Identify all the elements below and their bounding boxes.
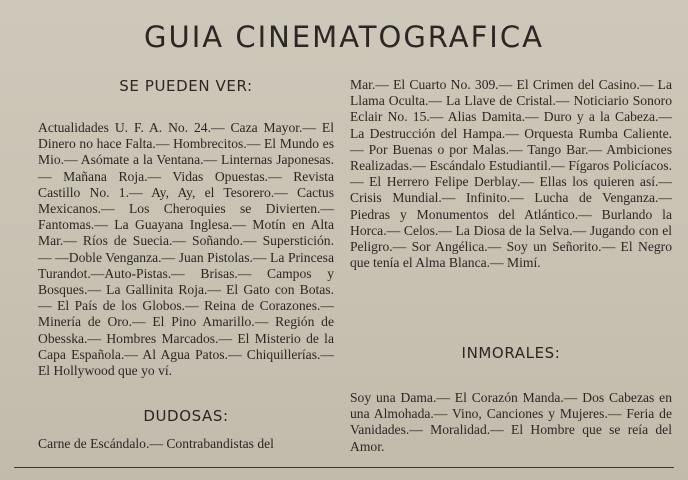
film-list-doubtful: Carne de Escándalo.— Contrabandistas del [38, 436, 274, 451]
page-title: GUIA CINEMATOGRAFICA [144, 20, 544, 54]
film-list-continued: Mar.— El Cuarto No. 309.— El Crimen del Casino.— La Llama Oculta.— La Llave de Cristal.— Noticiario Sonoro Eclair No. 15.— Alias Damita.— Duro y a la Cabeza.— La Destrucción del Hampa.— Orquesta Rumba Caliente.— Por Buenas o por Malas.— Tango Bar.— Ambiciones Realizadas.— Escándalo Estudiantil.— Fígaros Policíacos.— El Herrero Felipe Derblay.— Ellas los quieren así.— Crisis Mundial.— Infinito.— Lucha de Venganza.— Piedras y Monumentos del Atlántico.— Burlando la Horca.— Celos.— La Diosa de la Selva.— Jugando con el Peligro.— Sor Angélica.— Soy un Señorito.— El Negro que tenía el Alma Blanca.— Mimí. [350, 77, 672, 271]
heading-inmorales: INMORALES: [461, 344, 561, 362]
heading-dudosas: DUDOSAS: [143, 407, 229, 425]
film-list-immoral: Soy una Dama.— El Corazón Manda.— Dos Cabezas en una Almohada.— Vino, Canciones y Mujeres.— Feria de Vanidades.— Moralidad.— El Hombre que se reía del Amor. [350, 390, 672, 454]
bottom-rule [14, 467, 674, 468]
heading-se-pueden-ver: SE PUEDEN VER: [119, 77, 253, 95]
film-list-recommended: Actualidades U. F. A. No. 24.— Caza Mayor.— El Dinero no hace Falta.— Hombrecitos.— El Mundo es Mio.— Asómate a la Ventana.— Linternas Japonesas.— Mañana Roja.— Vidas Opuestas.— Revista Castillo No. 1.— Ay, Ay, el Tesorero.— Cactus Mexicanos.— Los Cheroquies se Divierten.— Fantomas.— La Guayana Inglesa.— Motín en Alta Mar.— Ríos de Suecia.— Soñando.— Superstición.— —Doble Venganza.— Juan Pistolas.— La Princesa Turandot.—Auto-Pistas.— Brisas.— Campos y Bosques.— La Gallinita Roja.— El Gato con Botas.— El País de los Globos.— Reina de Corazones.— Minería de Oro.— El Pino Amarillo.— Región de Obesska.— Hombres Marcados.— El Misterio de la Capa Española.— Al Agua Patos.— Chiquillerías.— El Hollywood que yo ví. [38, 120, 334, 379]
